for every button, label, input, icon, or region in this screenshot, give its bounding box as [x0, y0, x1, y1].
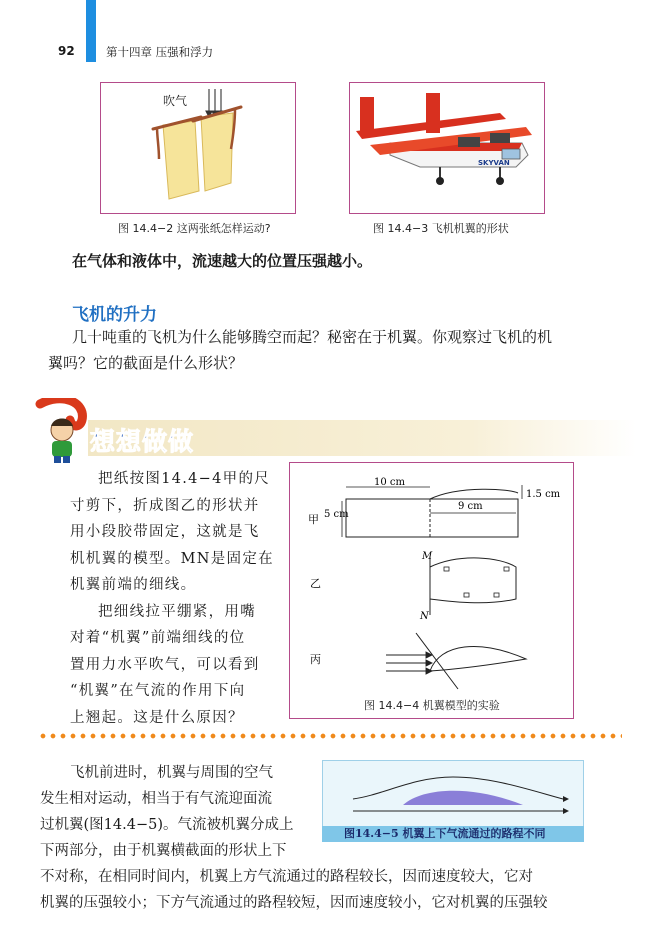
label-m: M [422, 551, 433, 562]
wing-model-diagram [290, 463, 572, 717]
dim-10cm-label: 10 cm [374, 477, 405, 488]
activity-line: “机翼”在气流的作用下向 [70, 683, 246, 699]
boy-mascot-icon [32, 398, 94, 464]
activity-line: 用小段胶带固定，这就是飞 [70, 524, 260, 540]
figure-4-caption: 图 14.4−4 机翼模型的实验 [364, 699, 500, 712]
body-line-2: 发生相对运动，相当于有气流迎面流 [40, 791, 272, 807]
blow-label: 吹气 [163, 94, 188, 108]
activity-title: 想想做做 [90, 427, 195, 456]
skyvan-plane-illustration [350, 83, 543, 212]
two-paper-illustration [101, 83, 294, 212]
intro-line-2: 翼吗？它的截面是什么形状？ [48, 354, 244, 372]
section-title: 飞机的升力 [72, 305, 157, 325]
plane-name-text: SKYVAN [478, 159, 510, 167]
activity-line: 对着“机翼”前端细线的位 [70, 630, 246, 646]
dim-1-5cm-label: 1.5 cm [526, 489, 561, 500]
chapter-title: 第十四章 压强和浮力 [106, 45, 214, 59]
body-line-5: 不对称，在相同时间内，机翼上方气流通过的路程较长，因而速度较大，它对 [40, 869, 533, 885]
page-number: 92 [58, 44, 75, 58]
body-line-6: 机翼的压强较小；下方气流通过的路程较短，因而速度较小，它对机翼的压强较 [40, 895, 548, 911]
body-line-3: 过机翼(图14.4−5)。气流被机翼分成上 [40, 817, 294, 833]
activity-line: 把细线拉平绷紧，用嘴 [98, 603, 256, 620]
activity-line: 机翼前端的细线。 [70, 577, 197, 593]
label-n: N [420, 611, 429, 622]
dim-9cm-label: 9 cm [458, 501, 483, 512]
header-bar [86, 0, 96, 62]
label-jia: 甲 [308, 513, 319, 526]
dim-5cm-label: 5 cm [324, 509, 349, 520]
label-bing: 丙 [310, 653, 321, 666]
airflow-diagram [323, 761, 583, 827]
figure-2-caption: 图 14.4−2 这两张纸怎样运动? [118, 222, 271, 235]
activity-instructions [70, 466, 285, 731]
activity-line: 机机翼的模型。MN是固定在 [70, 550, 274, 567]
activity-line: 置用力水平吹气，可以看到 [70, 656, 260, 673]
figure-3-caption: 图 14.4−3 飞机机翼的形状 [373, 222, 509, 235]
figure-paper-frame [100, 82, 296, 214]
figure-plane-frame [349, 82, 545, 214]
figure-wing-model-frame [289, 462, 574, 719]
intro-line-1: 几十吨重的飞机为什么能够腾空而起？秘密在于机翼。你观察过飞机的机 [72, 328, 553, 346]
activity-line: 把纸按图14.4−4甲的尺 [98, 471, 271, 487]
body-line-1: 飞机前进时，机翼与周围的空气 [70, 765, 273, 781]
body-line-4: 下两部分，由于机翼横截面的形状上下 [40, 843, 287, 859]
activity-line: 寸剪下，折成图乙的形状并 [70, 497, 260, 514]
section-divider [38, 733, 622, 739]
activity-line: 上翘起。这是什么原因？ [70, 709, 244, 726]
label-yi: 乙 [310, 577, 321, 590]
figure-5-caption: 图14.4−5 机翼上下气流通过的路程不同 [322, 826, 584, 842]
conclusion-text: 在气体和液体中，流速越大的位置压强越小。 [72, 252, 373, 270]
